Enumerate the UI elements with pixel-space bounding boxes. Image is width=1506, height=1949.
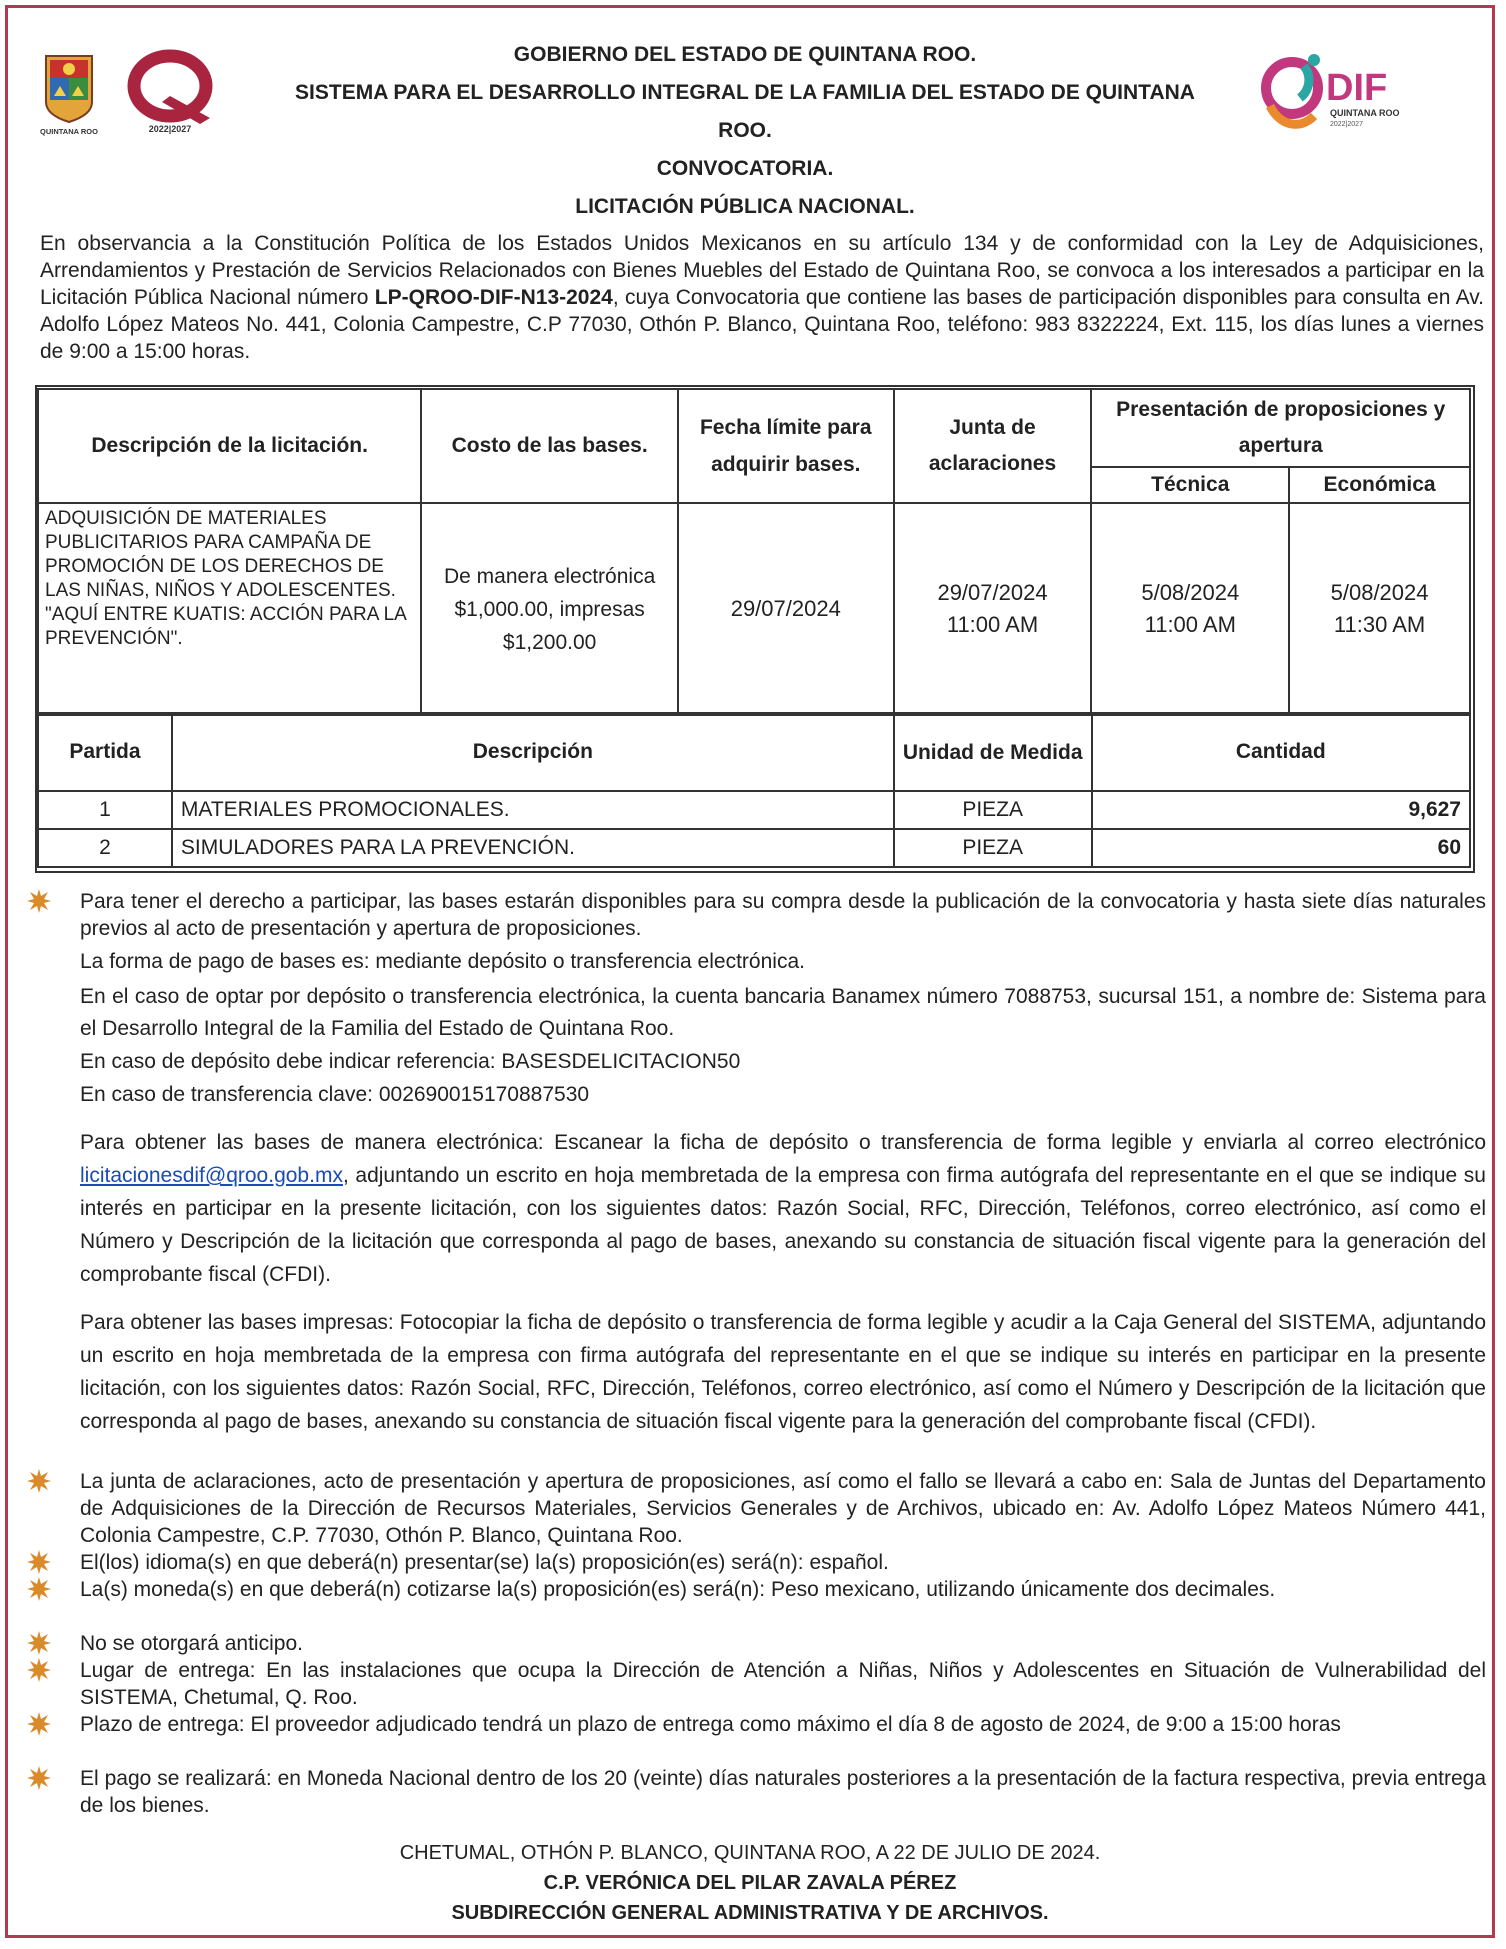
cell-economica — [1289, 503, 1470, 715]
dif-logo — [1250, 44, 1420, 140]
logo-q-years: 2022|2027 — [148, 124, 192, 134]
cell-partida: 1 — [38, 791, 172, 829]
starburst-bullet-icon — [26, 1468, 52, 1494]
logo-left-text: QUINTANA ROO — [40, 127, 98, 136]
bullet-item: No se otorgará anticipo. — [80, 1632, 303, 1655]
cell-cantidad: 60 — [1092, 829, 1470, 867]
bullet-item: La junta de aclaraciones, acto de presentación y apertura de proposiciones, así como el fallo se llevará a cabo en: Sala de Juntas del Departamento de Adquisiciones de la Dirección de Recursos Materiales, Servicios Generales y de Archivos, ubicado en: Av. Adolfo López Mateos Número 441, Colonia Campestre, C.P. 77030, Othón P. Blanco, Quintana Roo. — [80, 1470, 1486, 1547]
licitacion-number: LP-QROO-DIF-N13-2024 — [374, 286, 613, 309]
title-line: LICITACIÓN PÚBLICA NACIONAL. — [575, 195, 915, 218]
title-line: ROO. — [718, 119, 772, 142]
header-partida: Partida — [38, 713, 172, 791]
header-economica: Económica — [1289, 467, 1470, 503]
table-header-row — [38, 389, 1470, 467]
header-unidad: Unidad de Medida — [894, 713, 1092, 791]
bases-bank-account: En el caso de optar por depósito o transferencia electrónica, la cuenta bancaria Banamex número 7088753, sucursal 151, a nombre de: Sistema para el Desarrollo Integral de la Familia del Estado de Quintana Roo. — [80, 985, 1486, 1040]
economica-hora: 11:30 AM — [1333, 612, 1426, 637]
table-row — [38, 829, 1470, 867]
starburst-bullet-icon — [26, 888, 52, 914]
header-junta: Junta de aclaraciones — [894, 389, 1092, 503]
economica-fecha: 5/08/2024 — [1330, 580, 1429, 605]
q-logo-icon — [134, 56, 210, 124]
cell-unidad: PIEZA — [894, 829, 1092, 867]
bullet-item: La(s) moneda(s) en que deberá(n) cotizarse la(s) proposición(es) será(n): Peso mexicano, utilizando únicamente dos decimales. — [80, 1578, 1276, 1601]
starburst-bullet-icon — [26, 1549, 52, 1575]
email-link[interactable]: licitacionesdif@qroo.gob.mx — [80, 1164, 343, 1187]
dif-logo-years: 2022|2027 — [1330, 121, 1363, 128]
bullet-item: El(los) idioma(s) en que deberá(n) presentar(se) la(s) proposición(es) será(n): español. — [80, 1551, 889, 1574]
electronic-text: Para obtener las bases de manera electrónica: Escanear la ficha de depósito o transferencia de forma legible y enviarla al correo electrónico — [80, 1131, 1486, 1154]
footer-signer-name: C.P. VERÓNICA DEL PILAR ZAVALA PÉREZ — [543, 1872, 957, 1894]
starburst-bullet-icon — [26, 1630, 52, 1656]
starburst-bullet-icon — [26, 1711, 52, 1737]
cell-cantidad: 9,627 — [1092, 791, 1470, 829]
header-presentacion: Presentación de proposiciones y apertura — [1091, 389, 1470, 467]
partidas-table — [37, 712, 1471, 868]
footer-place-date: CHETUMAL, OTHÓN P. BLANCO, QUINTANA ROO, A 22 DE JULIO DE 2024. — [399, 1842, 1101, 1864]
header-fecha: Fecha límite para adquirir bases. — [678, 389, 894, 503]
cell-tecnica — [1091, 503, 1289, 715]
cell-fecha: 29/07/2024 — [678, 503, 894, 715]
cell-costo: De manera electrónica $1,000.00, impresas $1,200.00 — [421, 503, 678, 715]
document-title — [250, 36, 1240, 226]
bullet-item: Lugar de entrega: En las instalaciones que ocupa la Dirección de Atención a Niñas, Niños y Adolescentes en Situación de Vulnerabilidad del SISTEMA, Chetumal, Q. Roo. — [80, 1659, 1486, 1709]
footer-signer-position: SUBDIRECCIÓN GENERAL ADMINISTRATIVA Y DE ARCHIVOS. — [451, 1902, 1049, 1924]
table-row — [38, 791, 1470, 829]
cell-descripcion: ADQUISICIÓN DE MATERIALES PUBLICITARIOS PARA CAMPAÑA DE PROMOCIÓN DE LOS DERECHOS DE LAS NIÑAS, NIÑOS Y ADOLESCENTES. "AQUÍ ENTRE KUATIS: ACCIÓN PARA LA PREVENCIÓN". — [38, 503, 421, 715]
cell-junta — [894, 503, 1092, 715]
bases-printed: Para obtener las bases impresas: Fotocopiar la ficha de depósito o transferencia de forma legible y acudir a la Caja General del SISTEMA, adjuntando un escrito en hoja membretada de la empresa con firma autógrafa del representante en el que se indique su interés en participar en la presente licitación, con los siguientes datos: Razón Social, RFC, Dirección, Teléfonos, correo electrónico, así como el Número y Descripción de la licitación que corresponda al pago de bases, anexando su constancia de situación fiscal vigente para la generación del comprobante fiscal (CFDI). — [80, 1311, 1486, 1433]
starburst-bullet-icon — [26, 1657, 52, 1683]
bullet-item: El pago se realizará: en Moneda Nacional dentro de los 20 (veinte) días naturales posteriores a la presentación de la factura respectiva, previa entrega de los bienes. — [80, 1767, 1486, 1817]
bases-transfer-key: En caso de transferencia clave: 002690015170887530 — [80, 1083, 590, 1106]
junta-hora: 11:00 AM — [946, 612, 1039, 637]
table-header-row — [38, 713, 1470, 791]
intro-text: En observancia a la Constitución Política de los Estados Unidos Mexicanos en su artículo 134 y de conformidad con la Ley de Adquisiciones, Arrendamientos y Prestación de Servicios Relacionados con Bienes Muebles del Estado de Quintana Roo, se convoca a los interesados a participar en la Licitación Pública Nacional número — [40, 232, 1484, 309]
bases-deposit-reference: En caso de depósito debe indicar referencia: BASESDELICITACION50 — [80, 1050, 741, 1073]
dif-heart-icon — [1266, 54, 1320, 124]
starburst-bullet-icon — [26, 1765, 52, 1791]
cell-descripcion: SIMULADORES PARA LA PREVENCIÓN. — [172, 829, 894, 867]
dif-logo-sub: QUINTANA ROO — [1330, 108, 1400, 118]
starburst-bullet-icon — [26, 1576, 52, 1602]
electronic-text-cont: , adjuntando un escrito en hoja membretada de la empresa con firma autógrafa del representante en el que se indique su interés en participar en la presente licitación, con los siguientes datos: Razón Social, RFC, Dirección, Teléfonos, correo electrónico, así como el Número y Descripción de la licitación que corresponda al pago de bases, anexando su constancia de situación fiscal vigente para la generación del comprobante fiscal (CFDI). — [80, 1164, 1486, 1286]
header-costo: Costo de las bases. — [421, 389, 678, 503]
header-descripcion: Descripción — [172, 713, 894, 791]
bases-paragraph: Para tener el derecho a participar, las bases estarán disponibles para su compra desde la publicación de la convocatoria y hasta siete días naturales previos al acto de presentación y apertura de proposiciones. — [80, 890, 1486, 940]
bullet-item: Plazo de entrega: El proveedor adjudicado tendrá un plazo de entrega como máximo el día 8 de agosto de 2024, de 9:00 a 15:00 horas — [80, 1713, 1341, 1736]
quintana-roo-logos — [40, 48, 240, 140]
title-line: SISTEMA PARA EL DESARROLLO INTEGRAL DE LA FAMILIA DEL ESTADO DE QUINTANA — [295, 81, 1195, 104]
tecnica-fecha: 5/08/2024 — [1141, 580, 1240, 605]
tecnica-hora: 11:00 AM — [1144, 612, 1236, 637]
cell-unidad: PIEZA — [894, 791, 1092, 829]
header-cantidad: Cantidad — [1092, 713, 1470, 791]
licitacion-table — [37, 388, 1471, 716]
header-descripcion: Descripción de la licitación. — [38, 389, 421, 503]
intro-paragraph — [40, 230, 1484, 365]
bases-payment-form: La forma de pago de bases es: mediante depósito o transferencia electrónica. — [80, 950, 805, 973]
dif-logo-text: DIF — [1326, 67, 1388, 109]
junta-fecha: 29/07/2024 — [937, 580, 1048, 605]
intro-text-cont: , cuya Convocatoria que contiene las bases de participación disponibles para consulta en Av. Adolfo López Mateos No. 441, Colonia Campestre, C.P 77030, Othón P. Blanco, Quintana Roo, teléfono: 983 8322224, Ext. 115, los días lunes a viernes de 9:00 a 15:00 horas. — [40, 286, 1484, 363]
title-line: CONVOCATORIA. — [656, 157, 834, 180]
bases-electronic — [80, 1126, 1486, 1291]
cell-descripcion: MATERIALES PROMOCIONALES. — [172, 791, 894, 829]
header-tecnica: Técnica — [1091, 467, 1289, 503]
title-line: GOBIERNO DEL ESTADO DE QUINTANA ROO. — [513, 43, 977, 66]
coat-of-arms-icon — [46, 56, 92, 122]
header — [0, 0, 1506, 230]
table-row — [38, 503, 1470, 715]
cell-partida: 2 — [38, 829, 172, 867]
